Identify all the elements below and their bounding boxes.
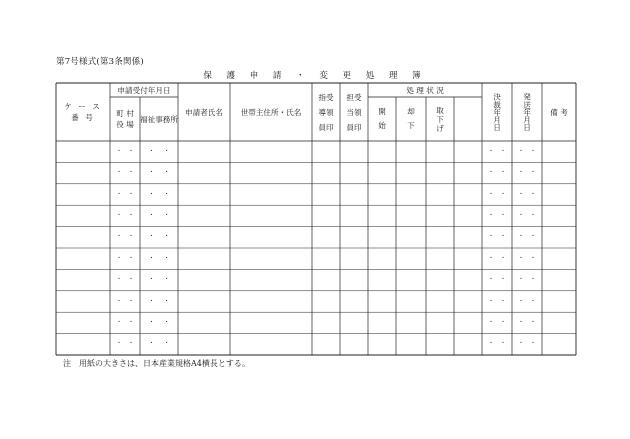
header-guidance-seal: 指受 導領 員印 [318,92,334,132]
date-separator-mark: ・ [518,211,525,219]
date-separator-mark: ・ [530,254,537,262]
date-separator-mark: ・ [163,276,170,284]
date-separator-mark: ・ [488,340,495,348]
date-separator-mark: ・ [488,233,495,241]
date-separator-mark: ・ [518,147,525,155]
date-separator-mark: ・ [500,169,507,177]
date-separator-mark: ・ [116,169,123,177]
date-separator-mark: ・ [148,297,155,305]
footnote: 注 用紙の大きさは、日本産業規格A4横長とする。 [63,359,250,368]
date-separator-mark: ・ [163,318,170,326]
date-separator-mark: ・ [116,233,123,241]
header-town-office: 町 村 役 場 [116,109,134,129]
header-dispatch-date: 発送年月日 [522,93,532,131]
date-separator-mark: ・ [128,190,135,198]
date-separator-mark: ・ [500,233,507,241]
date-separator-mark: ・ [163,147,170,155]
date-separator-mark: ・ [500,297,507,305]
date-separator-mark: ・ [530,276,537,284]
date-separator-mark: ・ [518,254,525,262]
date-separator-mark: ・ [163,233,170,241]
date-separator-mark: ・ [500,340,507,348]
date-separator-mark: ・ [518,233,525,241]
header-household-head: 世帯主住所・氏名 [240,107,302,117]
date-separator-mark: ・ [500,276,507,284]
header-applicant-name: 申請者氏名 [185,107,223,117]
date-separator-mark: ・ [128,254,135,262]
date-separator-mark: ・ [148,211,155,219]
date-separator-mark: ・ [128,147,135,155]
date-separator-mark: ・ [488,276,495,284]
date-separator-mark: ・ [148,340,155,348]
date-separator-mark: ・ [116,340,123,348]
date-separator-mark: ・ [116,276,123,284]
date-separator-mark: ・ [530,297,537,305]
date-separator-mark: ・ [148,233,155,241]
date-separator-mark: ・ [128,297,135,305]
date-separator-mark: ・ [163,211,170,219]
date-separator-mark: ・ [128,340,135,348]
date-separator-mark: ・ [518,169,525,177]
date-separator-mark: ・ [518,318,525,326]
date-separator-mark: ・ [488,254,495,262]
date-separator-mark: ・ [163,297,170,305]
date-separator-mark: ・ [518,276,525,284]
date-separator-mark: ・ [500,190,507,198]
date-separator-mark: ・ [530,169,537,177]
date-separator-mark: ・ [530,211,537,219]
header-receipt-date: 申請受付年月日 [117,85,171,95]
date-separator-mark: ・ [488,147,495,155]
date-separator-mark: ・ [530,340,537,348]
date-separator-mark: ・ [518,190,525,198]
form-number: 第7号様式(第3条関係) [56,57,144,67]
date-separator-mark: ・ [163,254,170,262]
header-blank [454,97,482,141]
date-separator-mark: ・ [530,147,537,155]
date-separator-mark: ・ [500,254,507,262]
date-separator-mark: ・ [116,318,123,326]
date-separator-mark: ・ [530,233,537,241]
header-start: 開 始 [378,107,386,130]
date-separator-mark: ・ [148,169,155,177]
date-separator-mark: ・ [163,169,170,177]
date-separator-mark: ・ [128,318,135,326]
date-separator-mark: ・ [128,233,135,241]
date-separator-mark: ・ [500,147,507,155]
date-separator-mark: ・ [116,190,123,198]
date-separator-mark: ・ [148,254,155,262]
date-separator-mark: ・ [116,147,123,155]
date-separator-mark: ・ [530,318,537,326]
form-title: 保 護 申 請 ・ 変 更 処 理 簿 [203,71,427,81]
header-withdrawal: 取 下 げ [436,105,444,133]
date-separator-mark: ・ [488,318,495,326]
date-separator-mark: ・ [518,297,525,305]
date-separator-mark: ・ [148,318,155,326]
date-separator-mark: ・ [148,190,155,198]
date-separator-mark: ・ [163,190,170,198]
date-separator-mark: ・ [128,169,135,177]
header-processing-status: 処 理 状 況 [406,85,444,95]
date-separator-mark: ・ [530,190,537,198]
date-separator-mark: ・ [500,318,507,326]
date-separator-mark: ・ [488,211,495,219]
date-separator-mark: ・ [128,276,135,284]
date-separator-mark: ・ [488,169,495,177]
header-staff-seal: 担受 当領 員印 [346,92,362,132]
date-separator-mark: ・ [148,276,155,284]
date-separator-mark: ・ [500,211,507,219]
date-separator-mark: ・ [518,340,525,348]
date-separator-mark: ・ [148,147,155,155]
header-remarks: 備 考 [550,107,568,117]
date-separator-mark: ・ [128,211,135,219]
date-separator-mark: ・ [163,340,170,348]
date-separator-mark: ・ [116,297,123,305]
header-case-number: ケ ー ス 番 号 [64,102,102,122]
header-rejection: 却 下 [407,107,415,130]
date-separator-mark: ・ [488,297,495,305]
date-separator-mark: ・ [116,211,123,219]
header-welfare-office: 福祉事務所 [140,114,178,124]
date-separator-mark: ・ [116,254,123,262]
header-decision-date: 決裁年月日 [492,93,502,131]
date-separator-mark: ・ [488,190,495,198]
